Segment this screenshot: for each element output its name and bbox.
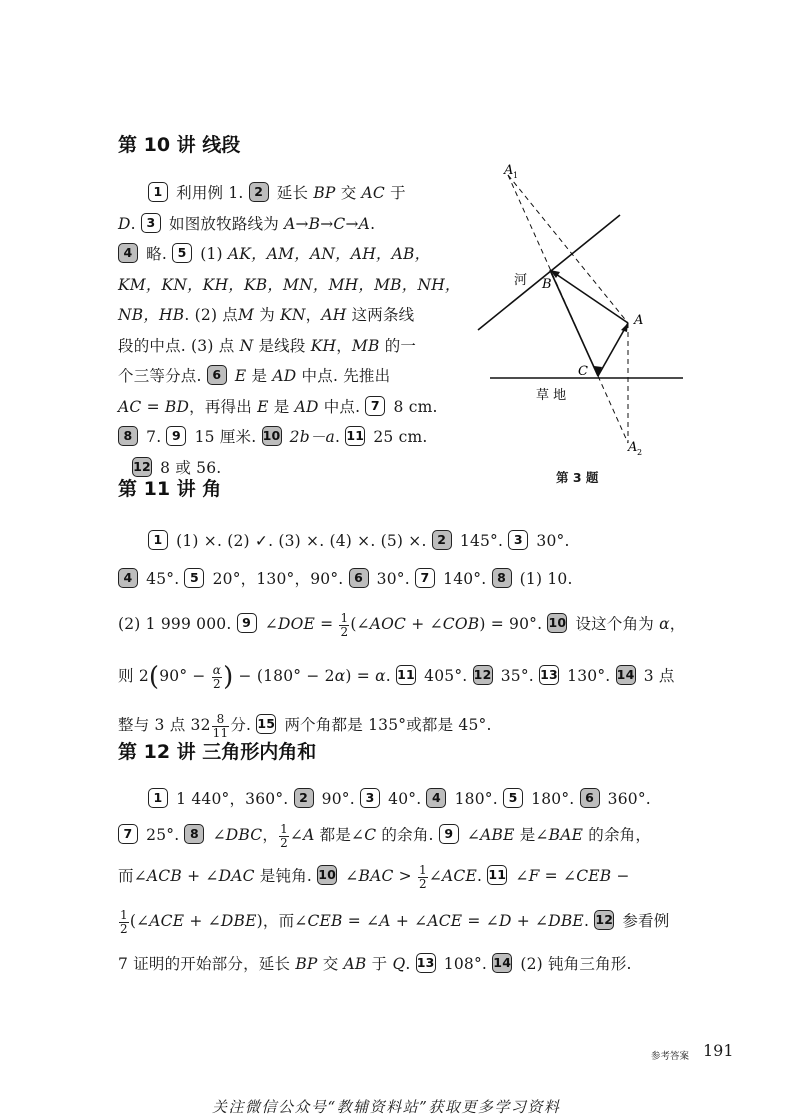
q-number: 7: [118, 824, 138, 844]
page-number: 191: [703, 1041, 734, 1060]
q-number: 7: [415, 568, 435, 588]
fraction-one-half: $\frac{1}{2}$: [340, 610, 349, 639]
dashed-C-A2: [598, 376, 628, 443]
q-number: 1: [148, 182, 168, 202]
section-12-title: 第 12 讲 三角形内角和: [118, 741, 317, 763]
section-11-answers: 1 (1) ×. (2) ✓. (3) ×. (4) ×. (5) ×. 2 145°. 3 30°. 4 45°. 5 20°，130°，90°. 6 30°. 7 140°. 8 (1) 10. (2) 1 999 000. 9 ∠DOE = $\frac{1}{2}$ (∠AOC + ∠COB) = 90°. 10 设这个角为 α， 则 2(90° − $\frac{\alpha}{2}$ ) − (180° − 2α) = α. 11 405°. 12 35°. 13 130°. 14 3 点 整与 3 点 32 $\frac{8}{11}$ 分. 15 两个角都是 135°或都是 45°.: [118, 532, 686, 740]
q-number: 10: [262, 426, 282, 446]
label-C: C: [578, 364, 588, 379]
q-number: 8: [492, 568, 512, 588]
problem-3-figure: [468, 160, 698, 460]
q-number: 2: [249, 182, 269, 202]
fraction-one-half: $\frac{1}{2}$: [280, 821, 288, 850]
route-C-A: [598, 323, 628, 376]
section-12-answers: 1 1 440°，360°. 2 90°. 3 40°. 4 180°. 5 180°. 6 360°. 7 25°. 8 ∠DBC， $\frac{1}{2}$ ∠A 都是∠C 的余角. 9 ∠ABE 是∠BAE 的余角， 而∠ACB + ∠DAC 是钝角. 10 ∠BAC > $\frac{1}{2}$ ∠ACE. 11 ∠F = ∠CEB − $\frac{1}{2}$ (∠ACE + ∠DBE)，而∠CEB = ∠A + ∠ACE = ∠D + ∠DBE. 12 参看例 7 证明的开始部分，延长 BP 交 AB 于 Q. 13 108°. 14 (2) 钝角三角形.: [118, 790, 670, 973]
q-number: 11: [396, 665, 416, 685]
label-A2: A: [628, 440, 638, 455]
q-number: 6: [580, 788, 600, 808]
q-number: 2: [432, 530, 452, 550]
fraction-8-11: $\frac{8}{11}$: [212, 711, 229, 740]
fraction-one-half: $\frac{1}{2}$: [120, 907, 128, 936]
label-A1: A: [504, 163, 514, 178]
arrowhead-A: [621, 323, 628, 332]
figure-caption: 第 3 题: [556, 470, 599, 485]
watermark-text: 关注微信公众号“教辅资料站”获取更多学习资料: [212, 1098, 561, 1116]
q-number: 13: [539, 665, 559, 685]
q-number: 13: [416, 953, 436, 973]
q-number: 10: [317, 865, 337, 885]
q-number: 6: [349, 568, 369, 588]
section-10-answers: 1 利用例 1. 2 延长 BP 交 AC 于 D. 3 如图放牧路线为 A→B→C→A. 4 略. 5 (1) AK，AM，AN，AH，AB， KM，KN，KH，KB，MN，MH，MB，NH， NB，HB. (2) 点M 为 KN，AH 这两条线 段的中点. (3) 点 N 是线段 KH，MB 的一 个三等分点. 6 E 是 AD 中点. 先推出 AC = BD，再得出 E 是 AD 中点. 7 8 cm. 8 7. 9 15 厘米. 10 2b－a. 11 25 cm. 12 8 或 56.: [118, 184, 461, 477]
q-number: 6: [207, 365, 227, 385]
label-B: B: [542, 277, 552, 292]
label-A2-sub: 2: [637, 448, 643, 457]
q-number: 5: [184, 568, 204, 588]
q-number: 4: [426, 788, 446, 808]
q-number: 14: [616, 665, 636, 685]
label-river: 河: [514, 273, 528, 288]
dashed-A1-A: [508, 175, 628, 323]
fraction-one-half: $\frac{1}{2}$: [418, 862, 427, 891]
q-number: 15: [256, 714, 276, 734]
q-number: 9: [166, 426, 186, 446]
q-number: 1: [148, 530, 168, 550]
river-line: [478, 215, 620, 330]
q-number: 14: [492, 953, 512, 973]
label-A: A: [634, 313, 644, 328]
q-number: 1: [148, 788, 168, 808]
label-grass: 草 地: [536, 388, 567, 403]
q-number: 12: [132, 457, 152, 477]
q-number: 11: [345, 426, 365, 446]
q-number: 12: [594, 910, 614, 930]
q-number: 11: [487, 865, 507, 885]
q-number: 7: [365, 396, 385, 416]
fraction-alpha-half: $\frac{\alpha}{2}$: [212, 662, 222, 691]
q-number: 8: [184, 824, 204, 844]
section-10-title: 第 10 讲 线段: [118, 134, 241, 156]
q-number: 2: [294, 788, 314, 808]
q-number: 9: [439, 824, 459, 844]
q-number: 3: [360, 788, 380, 808]
q-number: 4: [118, 243, 138, 263]
q-number: 5: [503, 788, 523, 808]
q-number: 3: [508, 530, 528, 550]
q-number: 10: [547, 613, 567, 633]
q-number: 4: [118, 568, 138, 588]
footer-label: 参考答案: [651, 1051, 690, 1062]
q-number: 12: [473, 665, 493, 685]
label-A1-sub: 1: [513, 171, 519, 180]
q-number: 8: [118, 426, 138, 446]
section-11-title: 第 11 讲 角: [118, 478, 222, 500]
q-number: 3: [141, 213, 161, 233]
q-number: 5: [172, 243, 192, 263]
q-number: 9: [237, 613, 257, 633]
